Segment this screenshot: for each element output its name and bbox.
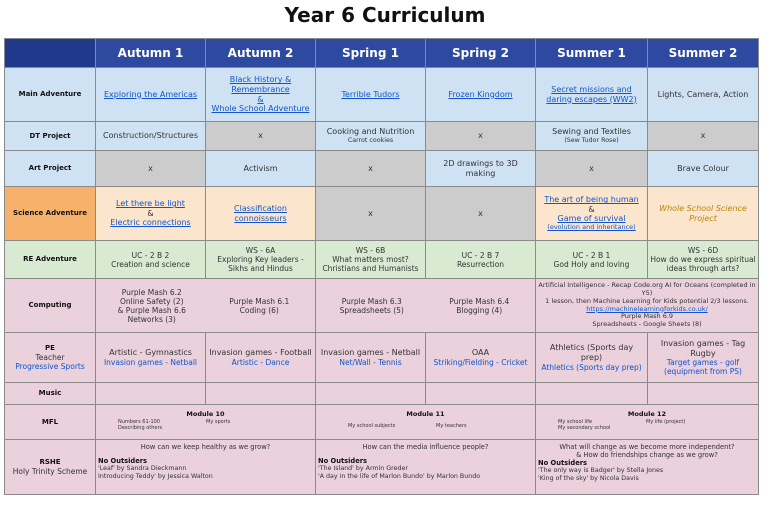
computing-spring — [316, 279, 536, 333]
rshe-autumn-question: How can we keep healthy as we grow? — [140, 443, 271, 451]
mfl-module-12-topic-3: My life (project) — [646, 419, 686, 425]
re-autumn-1-code: UC - 2 B 2 — [131, 250, 170, 260]
mfl-module-12-topic-1: My school life — [558, 419, 593, 425]
rshe-summer-question-1: What will change as we become more independent? — [559, 443, 735, 451]
science-summer-2 — [648, 187, 759, 241]
art-autumn-1: x — [96, 151, 206, 187]
art-spring-2: 2D drawings to 3D making — [426, 151, 536, 187]
rshe-spring-question: How can the media influence people? — [362, 443, 489, 451]
re-summer-2-title: How do we express spiritual ideas through arts? — [650, 255, 756, 273]
page-title: Year 6 Curriculum — [284, 3, 486, 27]
row-label-mfl: MFL — [5, 405, 96, 440]
mfl-module-12-topic-2: My secondary school — [558, 425, 611, 431]
re-summer-1-title: God Holy and loving — [553, 259, 630, 269]
science-autumn-1-amp: & — [147, 208, 154, 218]
pe-spring-2 — [426, 333, 536, 383]
rshe-summer-question-2: & How do friendships change as we grow? — [576, 451, 718, 460]
header-spring-1: Spring 1 — [316, 39, 426, 68]
main-summer-1-link[interactable]: Secret missions and daring escapes (WW2) — [546, 84, 637, 104]
main-spring-1-link[interactable]: Terrible Tudors — [341, 89, 400, 99]
row-label-music: Music — [5, 383, 96, 405]
music-summer-1 — [536, 383, 648, 405]
science-summer-1-amp: & — [588, 204, 595, 214]
main-autumn-2-link-2[interactable]: Remembrance — [231, 84, 290, 94]
main-autumn-1 — [96, 68, 206, 122]
re-autumn-2-title: Exploring Key leaders - Sikhs and Hindus — [217, 255, 304, 273]
re-summer-2-code: WS - 6D — [687, 246, 719, 255]
re-spring-2 — [426, 241, 536, 279]
re-spring-1-title: What matters most? Christians and Humanists — [322, 255, 419, 273]
mfl-module-10-topic-1: Numbers 61-100 — [118, 419, 160, 425]
science-autumn-1 — [96, 187, 206, 241]
dt-spring-1-sub: Carrot cookies — [347, 137, 394, 145]
rshe-spring-no-outsiders: No Outsiders — [318, 457, 368, 466]
re-autumn-2 — [206, 241, 316, 279]
rshe-spring-book-2: 'A day in the life of Marlon Bundo' by Marlon Bundo — [318, 472, 481, 480]
pe-autumn-2-title: Invasion games - Football — [209, 348, 312, 358]
art-spring-1: x — [316, 151, 426, 187]
computing-autumn-2-line-1: Purple Mash 6.1 — [229, 296, 290, 306]
music-autumn-2 — [206, 383, 316, 405]
main-autumn-2-amp: & — [257, 94, 264, 104]
row-label-pe — [5, 333, 96, 383]
row-label-computing: Computing — [5, 279, 96, 333]
re-summer-1-code: UC - 2 B 1 — [572, 250, 611, 260]
pe-autumn-2 — [206, 333, 316, 383]
art-summer-1: x — [536, 151, 648, 187]
dt-spring-1 — [316, 122, 426, 151]
mfl-spring — [316, 405, 536, 440]
rshe-scheme: Holy Trinity Scheme — [12, 466, 88, 476]
dt-autumn-1: Construction/Structures — [96, 122, 206, 151]
mfl-module-10: Module 10 — [186, 410, 225, 418]
pe-spring-2-title: OAA — [471, 348, 490, 358]
computing-summer-link[interactable]: https://machinelearningforkids.co.uk/ — [586, 304, 708, 313]
mfl-module-10-topic-3: My sports — [206, 419, 231, 425]
dt-autumn-2: x — [206, 122, 316, 151]
pe-spring-1-sub: Net/Wall - Tennis — [339, 357, 402, 367]
music-spring-1 — [316, 383, 426, 405]
row-label-art-project: Art Project — [5, 151, 96, 187]
science-spring-1: x — [316, 187, 426, 241]
dt-summer-1-title: Sewing and Textiles — [552, 127, 631, 137]
pe-provider: Progressive Sports — [15, 361, 85, 371]
main-autumn-1-link[interactable]: Exploring the Americas — [103, 89, 198, 99]
computing-summer-line-2: 1 lesson, then Machine Learning for Kids potential 2/3 lessons. — [545, 296, 749, 305]
music-autumn-1 — [96, 383, 206, 405]
pe-spring-2-sub: Striking/Fielding - Cricket — [433, 357, 528, 367]
computing-spring-1-line-2: Spreadsheets (5) — [339, 305, 404, 315]
computing-autumn-1 — [98, 288, 206, 324]
mfl-summer — [536, 405, 759, 440]
computing-autumn-1-line-2: Online Safety (2) — [119, 296, 184, 306]
computing-autumn-1-line-1: Purple Mash 6.2 — [121, 287, 182, 297]
science-spring-2: x — [426, 187, 536, 241]
computing-summer-line-1: Artificial Intelligence - Recap Code.org AI for Oceans (completed in Y5) — [538, 281, 756, 297]
computing-autumn-1-line-4: Networks (3) — [127, 314, 176, 324]
computing-spring-1 — [318, 297, 426, 315]
pe-summer-1-title: Athletics (Sports day prep) — [549, 343, 634, 362]
header-corner — [5, 39, 96, 68]
rshe-label: RSHE — [39, 458, 61, 467]
dt-summer-1-sub: (Sew Tudor Rose) — [564, 137, 619, 145]
re-autumn-1 — [96, 241, 206, 279]
science-autumn-1-link-2[interactable]: Electric connections — [110, 218, 191, 228]
computing-autumn-2 — [206, 297, 314, 315]
science-autumn-2 — [206, 187, 316, 241]
computing-spring-2-line-2: Blogging (4) — [456, 305, 503, 315]
rshe-autumn-book-1: 'Leaf' by Sandra Dieckmann — [98, 465, 187, 473]
dt-spring-1-title: Cooking and Nutrition — [326, 127, 415, 137]
science-summer-1-link-2[interactable]: Game of survival — [557, 214, 626, 224]
mfl-module-11: Module 11 — [406, 410, 445, 418]
re-spring-1 — [316, 241, 426, 279]
computing-summer-line-3: Purple Mash 6.9 — [620, 312, 674, 321]
header-autumn-1: Autumn 1 — [96, 39, 206, 68]
re-spring-1-code: WS - 6B — [355, 246, 386, 255]
main-autumn-2-link-3[interactable]: Whole School Adventure — [211, 104, 310, 114]
pe-summer-2-title: Invasion games - Tag Rugby — [660, 338, 746, 358]
mfl-autumn — [96, 405, 316, 440]
mfl-module-11-topic-2: My teachers — [436, 423, 467, 429]
re-autumn-1-title: Creation and science — [111, 259, 190, 269]
art-summer-2: Brave Colour — [648, 151, 759, 187]
header-summer-1: Summer 1 — [536, 39, 648, 68]
row-label-science-adventure: Science Adventure — [5, 187, 96, 241]
computing-spring-2 — [426, 297, 534, 315]
rshe-summer-no-outsiders: No Outsiders — [538, 459, 588, 468]
science-summer-1 — [536, 187, 648, 241]
pe-summer-1 — [536, 333, 648, 383]
pe-spring-1 — [316, 333, 426, 383]
re-spring-2-title: Resurrection — [456, 259, 505, 269]
re-spring-2-code: UC - 2 B 7 — [461, 250, 500, 260]
science-summer-2-text: Whole School Science Project — [659, 203, 747, 223]
pe-autumn-2-sub: Artistic - Dance — [231, 357, 290, 367]
main-spring-2-link[interactable]: Frozen Kingdom — [448, 89, 513, 99]
pe-summer-1-sub: Athletics (Sports day prep) — [541, 362, 642, 372]
science-summer-1-link-1[interactable]: The art of being human — [544, 195, 639, 205]
main-spring-1 — [316, 68, 426, 122]
mfl-module-12: Module 12 — [627, 410, 667, 418]
pe-autumn-1-title: Artistic - Gymnastics — [109, 348, 192, 358]
dt-summer-2: x — [648, 122, 759, 151]
computing-spring-1-line-1: Purple Mash 6.3 — [341, 296, 402, 306]
pe-teacher: Teacher — [35, 352, 65, 362]
pe-summer-2-sub: Target games - golf (equipment from PS) — [664, 358, 742, 377]
re-summer-1 — [536, 241, 648, 279]
mfl-module-11-topic-1: My school subjects — [348, 423, 396, 429]
row-label-main-adventure: Main Adventure — [5, 68, 96, 122]
curriculum-table — [4, 38, 759, 495]
computing-autumn — [96, 279, 316, 333]
header-summer-2: Summer 2 — [648, 39, 759, 68]
rshe-autumn — [96, 440, 316, 495]
dt-summer-1 — [536, 122, 648, 151]
rshe-spring — [316, 440, 536, 495]
rshe-autumn-no-outsiders: No Outsiders — [98, 457, 148, 466]
row-label-rshe — [5, 440, 96, 495]
science-summer-1-link-3[interactable]: (evolution and inheritance) — [547, 222, 636, 231]
computing-spring-2-line-1: Purple Mash 6.4 — [449, 296, 510, 306]
pe-spring-1-title: Invasion games - Netball — [320, 348, 421, 358]
rshe-autumn-book-2: Introducing Teddy' by Jessica Walton — [98, 472, 213, 480]
pe-autumn-1 — [96, 333, 206, 383]
pe-autumn-1-sub: Invasion games - Netball — [103, 357, 198, 367]
mfl-module-10-topic-2: Describing others — [118, 425, 163, 431]
rshe-spring-book-1: 'The Island' by Armin Greder — [318, 465, 408, 473]
header-autumn-2: Autumn 2 — [206, 39, 316, 68]
row-label-dt-project: DT Project — [5, 122, 96, 151]
pe-summer-2 — [648, 333, 759, 383]
header-spring-2: Spring 2 — [426, 39, 536, 68]
pe-label: PE — [45, 344, 55, 353]
rshe-summer-book-1: 'The only way is Badger' by Stella Jones — [538, 467, 664, 475]
computing-autumn-2-line-2: Coding (6) — [239, 305, 279, 315]
main-spring-2 — [426, 68, 536, 122]
rshe-summer — [536, 440, 759, 495]
music-spring-2 — [426, 383, 536, 405]
re-autumn-2-code: WS - 6A — [245, 246, 276, 255]
computing-summer-line-4: Spreadsheets - Google Sheets (8) — [592, 320, 702, 329]
rshe-summer-book-2: 'King of the sky' by Nicola Davis — [538, 474, 639, 482]
art-autumn-2: Activism — [206, 151, 316, 187]
computing-autumn-1-line-3: & Purple Mash 6.6 — [117, 305, 186, 315]
dt-spring-2: x — [426, 122, 536, 151]
main-summer-2: Lights, Camera, Action — [648, 68, 759, 122]
main-summer-1 — [536, 68, 648, 122]
re-summer-2 — [648, 241, 759, 279]
main-autumn-2 — [206, 68, 316, 122]
computing-summer — [536, 279, 759, 333]
science-autumn-2-link[interactable]: Classification connoisseurs — [234, 203, 287, 223]
main-autumn-2-link-1[interactable]: Black History & — [229, 75, 292, 85]
music-summer-2 — [648, 383, 759, 405]
science-autumn-1-link-1[interactable]: Let there be light — [116, 199, 185, 209]
row-label-re-adventure: RE Adventure — [5, 241, 96, 279]
